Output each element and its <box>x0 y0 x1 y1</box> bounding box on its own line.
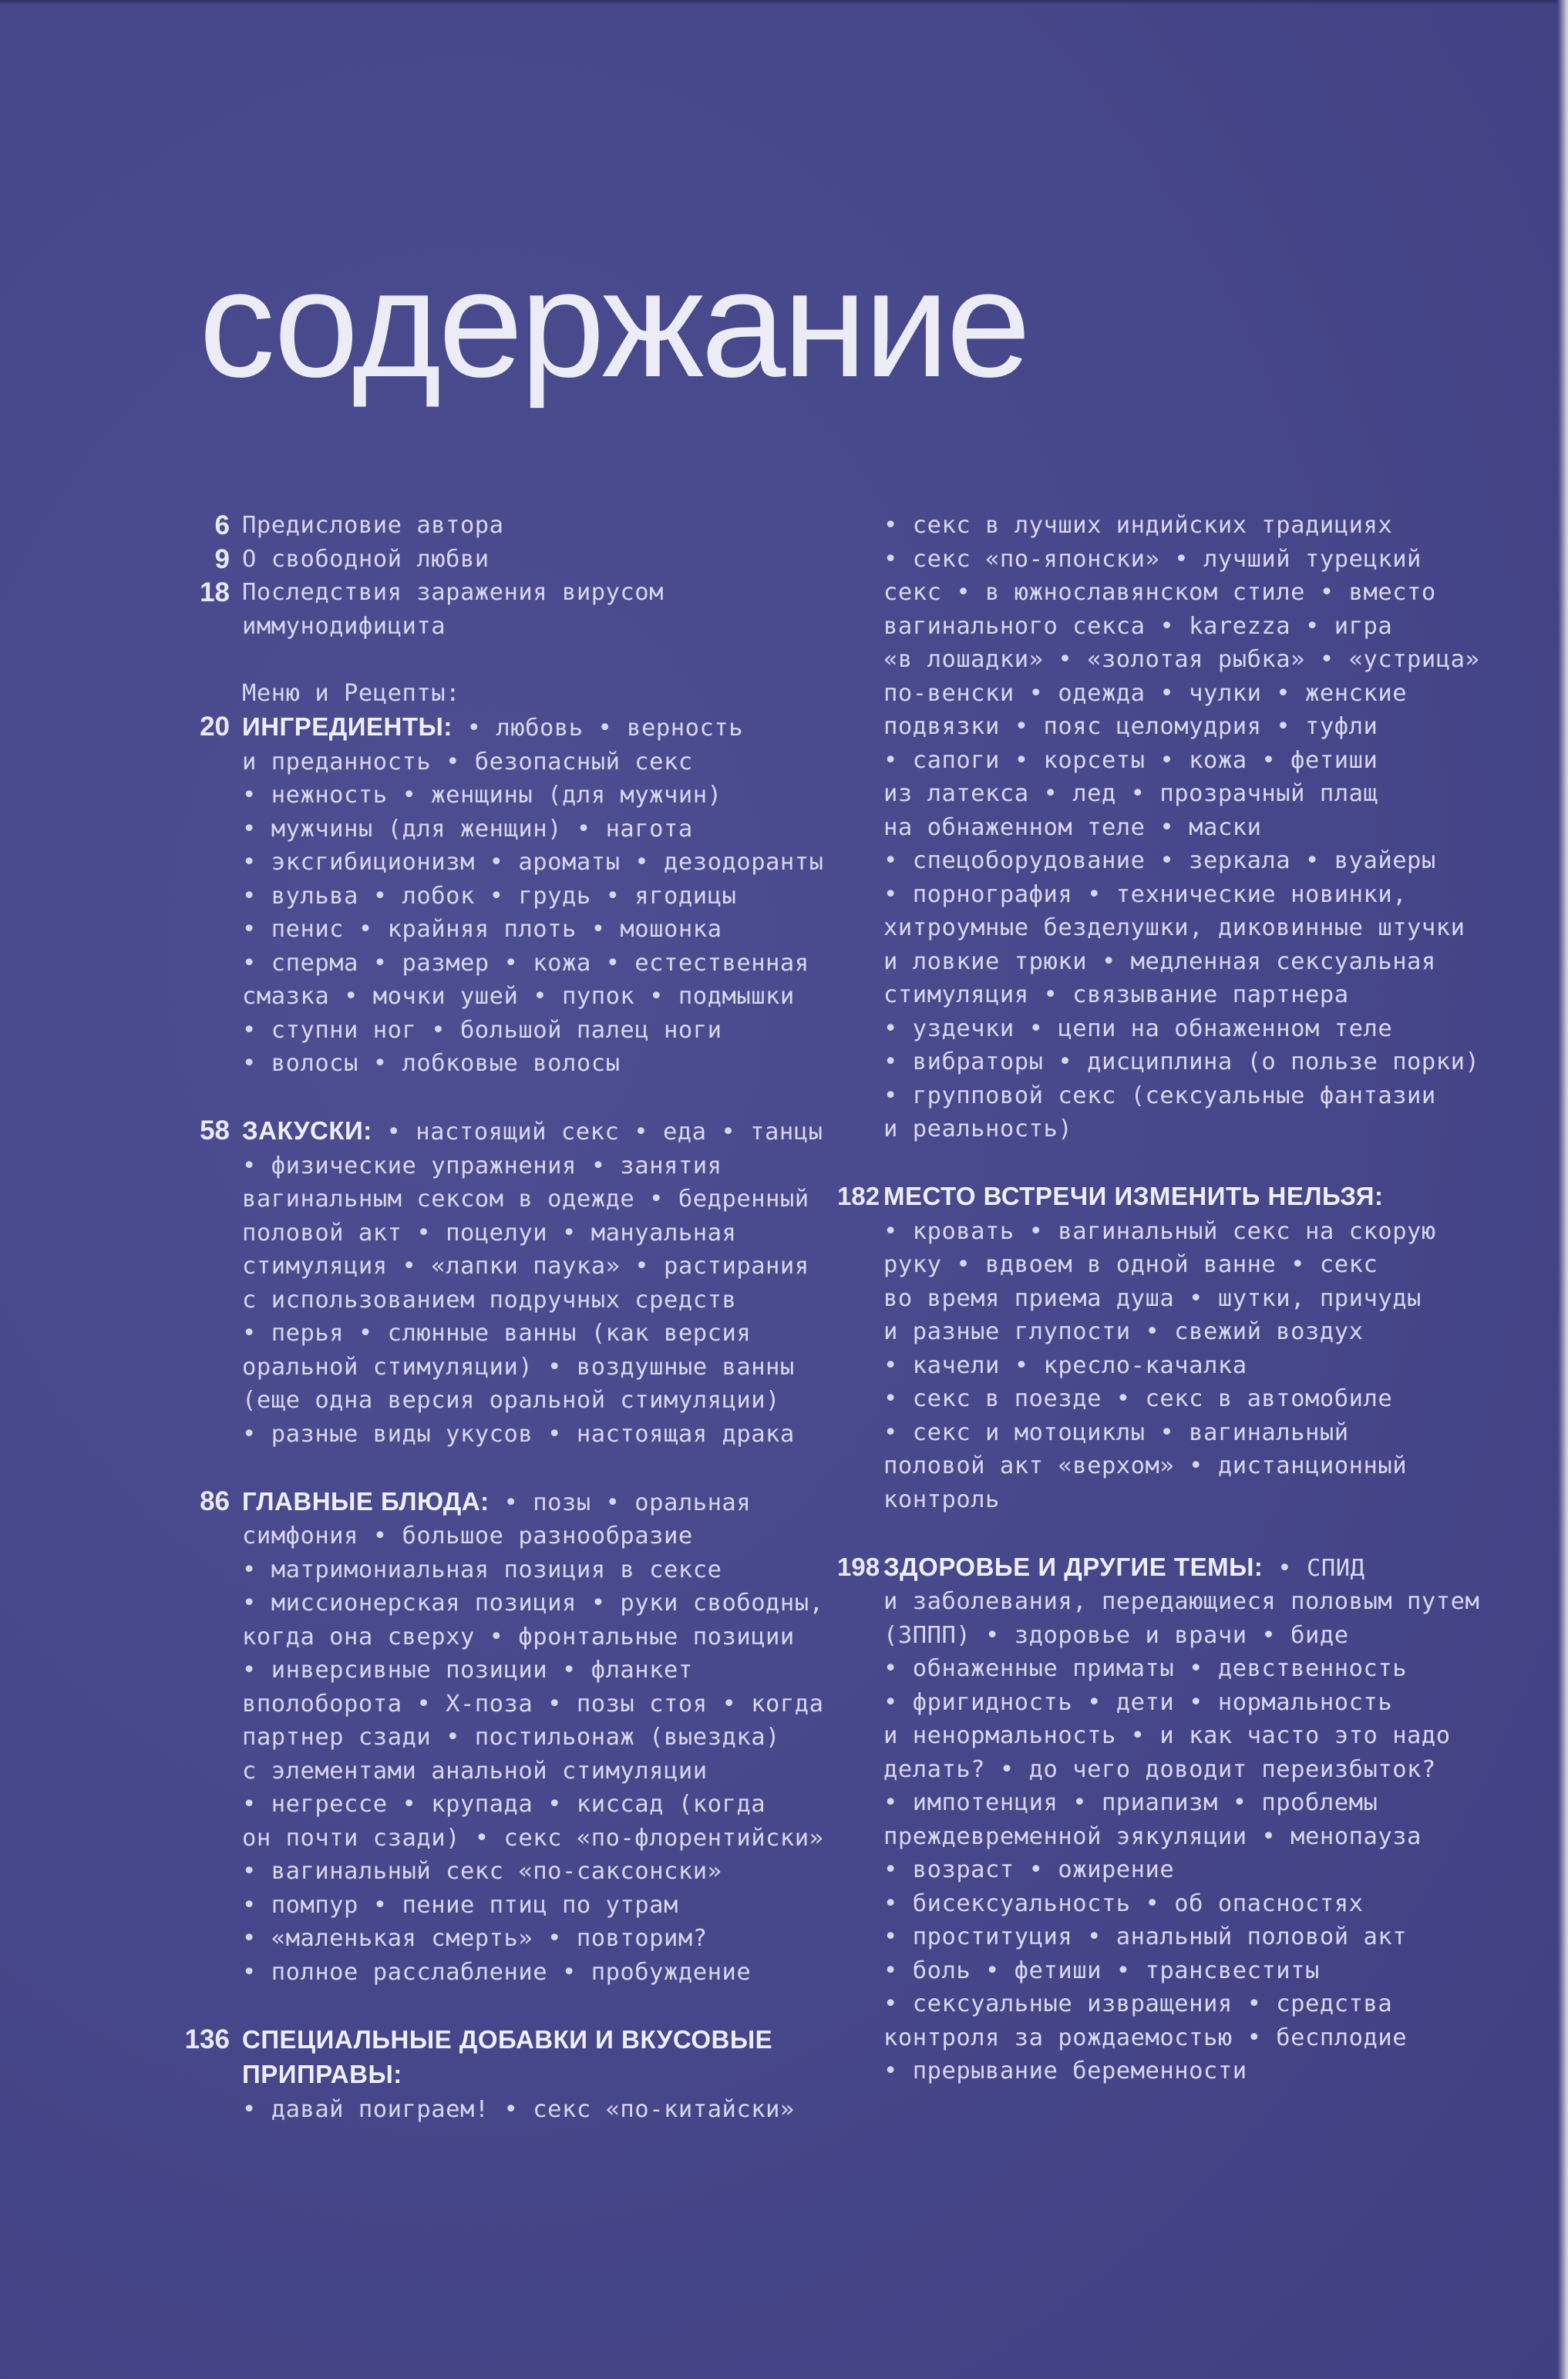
section-items: • секс в лучших индийских традициях • секс «по-японски» • лучший турецкий секс • в южнославянском стиле • вместо вагинального секса • karezza • игра «в лошадки» • «золотая рыбка» • «устрица» по-венски • одежда • чулки • женские подвязки • пояс целомудрия • туфли • сапоги • корсеты • кожа • фетиши из латекса • лед • прозрачный плащ на обнаженном теле • маски • спецоборудование • зеркала • вуайеры • порнография • технические новинки, хитроумные безделушки, диковинные штучки и ловкие трюки • медленная сексуальная стимуляция • связывание партнера • уздечки • цепи на обнаженном теле • вибраторы • дисциплина (о пользе порки) • групповой секс (сексуальные фантазии и реальность) <box>883 512 1480 1142</box>
section-heading: ЗДОРОВЬЕ И ДРУГИЕ ТЕМЫ: <box>883 1552 1263 1581</box>
toc-right-column <box>837 509 1500 2088</box>
page-number: 20 <box>200 712 230 742</box>
toc-section[interactable] <box>837 1550 1500 2088</box>
page-right-edge <box>1557 0 1568 2379</box>
page-number: 198 <box>837 1552 880 1581</box>
page-number: 58 <box>200 1115 230 1146</box>
page-number: 136 <box>184 2024 230 2054</box>
page-number: 9 <box>214 543 230 574</box>
page-number: 182 <box>837 1182 880 1210</box>
section-items: • СПИД и заболевания, передающиеся половым путем (ЗППП) • здоровье и врачи • биде • обнаженные приматы • девственность • фригидность • дети • нормальность и ненормальность • и как часто это надо делать? • до чего доводит переизбыток? • импотенция • приапизм • проблемы преждевременной эякуляции • менопауза • возраст • ожирение • бисексуальность • об опасностях • проституция • анальный половой акт • боль • фетиши • трансвеститы • сексуальные извращения • средства контроля за рождаемостью • бесплодие • прерывание беременности <box>883 1554 1480 2085</box>
section-heading: ГЛАВНЫЕ БЛЮДА: <box>242 1486 490 1516</box>
section-heading: СПЕЦИАЛЬНЫЕ ДОБАВКИ И ВКУСОВЫЕ ПРИПРАВЫ: <box>242 2024 773 2088</box>
section-heading: МЕСТО ВСТРЕЧИ ИЗМЕНИТЬ НЕЛЬЗЯ: <box>883 1182 1384 1210</box>
section-items: • позы • оральная симфония • большое разнообразие • матримониальная позиция в сексе • миссионерская позиция • руки свободны, когда она сверху • фронтальные позиции • инверсивные позиции • фланкет вполоборота • Х-поза • позы стоя • когда партнер сзади • постильонаж (выездка) с элементами анальной стимуляции • негрессе • крупада • киссад (когда он почти сзади) • секс «по-флорентийски» • вагинальный секс «по-саксонски» • помпур • пение птиц по утрам • «маленькая смерть» • повторим? • полное расслабление • пробуждение <box>242 1489 824 1986</box>
toc-entry[interactable] <box>154 509 833 543</box>
entry-title: О свободной любви <box>242 545 490 573</box>
page-title: содержание <box>199 238 1028 409</box>
toc-section[interactable] <box>154 710 833 1081</box>
toc-entry[interactable] <box>154 543 833 577</box>
section-items: • любовь • верность и преданность • безопасный секс • нежность • женщины (для мужчин) • мужчины (для женщин) • нагота • эксгибиционизм • ароматы • дезодоранты • вульва • лобок • грудь • ягодицы • пенис • крайняя плоть • мошонка • сперма • размер • кожа • естественная смазка • мочки ушей • пупок • подмышки • ступни ног • большой палец ноги • волосы • лобковые волосы <box>242 715 824 1077</box>
menu-label: Меню и Рецепты: <box>242 679 460 707</box>
toc-section[interactable] <box>154 1114 833 1451</box>
page-number: 6 <box>214 510 230 540</box>
toc-section[interactable] <box>154 2023 833 2127</box>
page-number: 18 <box>200 577 230 607</box>
entry-title: Последствия заражения вирусом иммунодифицита <box>242 579 665 640</box>
section-heading: ИНГРЕДИЕНТЫ: <box>242 712 453 741</box>
toc-section[interactable] <box>154 1485 833 1990</box>
page-number: 86 <box>200 1486 230 1516</box>
toc-left-column <box>154 509 833 2126</box>
toc-entry[interactable] <box>154 576 833 643</box>
toc-section[interactable] <box>837 1179 1500 1516</box>
continued-items <box>837 509 1500 1146</box>
section-items: • давай поиграем! • секс «по-китайски» <box>242 2095 795 2123</box>
section-heading: ЗАКУСКИ: <box>242 1116 372 1145</box>
menu-label-row <box>154 677 833 711</box>
page-top-edge <box>0 0 1568 5</box>
section-items: • кровать • вагинальный секс на скорую руку • вдвоем в одной ванне • секс во время приема душа • шутки, причуды и разные глупости • свежий воздух • качели • кресло-качалка • секс в поезде • секс в автомобиле • секс и мотоциклы • вагинальный половой акт «верхом» • дистанционный контроль <box>883 1217 1436 1513</box>
section-items: • настоящий секс • еда • танцы • физические упражнения • занятия вагинальным сексом в одежде • бедренный половой акт • поцелуи • мануальная стимуляция • «лапки паука» • растирания с использованием подручных средств • перья • слюнные ванны (как версия оральной стимуляции) • воздушные ванны (еще одна версия оральной стимуляции) • разные виды укусов • настоящая драка <box>242 1119 823 1448</box>
entry-title: Предисловие автора <box>242 512 504 539</box>
